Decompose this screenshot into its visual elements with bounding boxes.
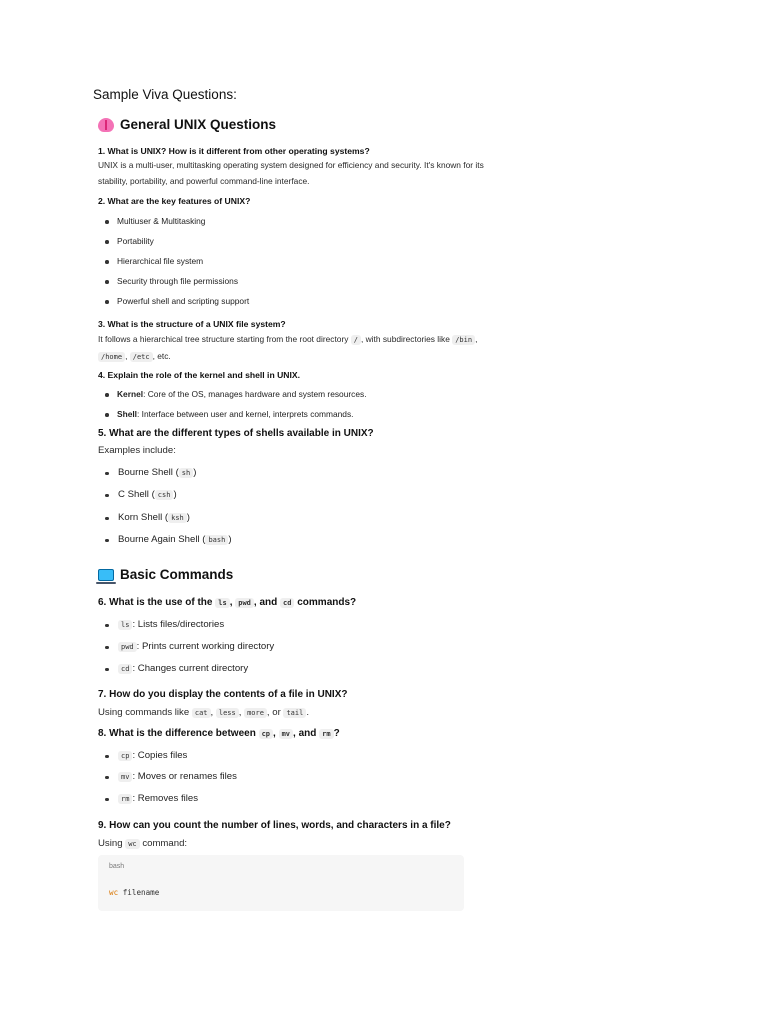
question-7: 7. How do you display the contents of a file in UNIX? xyxy=(98,689,348,700)
list-item: pwd : Prints current working directory xyxy=(98,641,274,652)
code-line: wc filename xyxy=(109,888,160,897)
list-item: rm : Removes files xyxy=(98,793,198,804)
question-3: 3. What is the structure of a UNIX file system? xyxy=(98,319,286,329)
list-item: Security through file permissions xyxy=(98,276,238,286)
brain-icon xyxy=(98,118,114,132)
section-heading-general: General UNIX Questions xyxy=(98,117,538,132)
list-item: C Shell ( csh ) xyxy=(98,489,177,500)
list-item: Multiuser & Multitasking xyxy=(98,216,205,226)
answer-9: Using wc command: xyxy=(98,838,188,849)
list-item: Korn Shell ( ksh ) xyxy=(98,512,190,523)
answer-7: Using commands like cat , less , more , or tail . xyxy=(98,707,309,718)
question-4: 4. Explain the role of the kernel and shell in UNIX. xyxy=(98,370,300,380)
list-item: cd : Changes current directory xyxy=(98,663,248,674)
list-item: ls : Lists files/directories xyxy=(98,619,224,630)
answer-3: It follows a hierarchical tree structure starting from the root directory / , with subdirectories like /bin , /home , /etc , etc. xyxy=(98,334,478,361)
answer-5: Examples include: xyxy=(98,445,176,456)
list-item: Portability xyxy=(98,236,154,246)
list-item: mv : Moves or renames files xyxy=(98,771,237,782)
section-heading-commands: Basic Commands xyxy=(98,567,538,582)
question-6: 6. What is the use of the ls , pwd , and cd commands? xyxy=(98,597,357,608)
list-item: cp : Copies files xyxy=(98,750,187,761)
page-title: Sample Viva Questions: xyxy=(93,87,237,102)
list-item: Hierarchical file system xyxy=(98,256,203,266)
list-item-kernel: Kernel: Core of the OS, manages hardware and system resources. xyxy=(98,389,367,399)
list-item: Bourne Again Shell ( bash ) xyxy=(98,534,232,545)
question-2: 2. What are the key features of UNIX? xyxy=(98,196,251,206)
code-block[interactable] xyxy=(98,855,464,911)
list-item: Powerful shell and scripting support xyxy=(98,296,249,306)
laptop-icon xyxy=(98,569,114,581)
question-5: 5. What are the different types of shells available in UNIX? xyxy=(98,428,374,439)
question-9: 9. How can you count the number of lines, words, and characters in a file? xyxy=(98,820,451,831)
list-item: Bourne Shell ( sh ) xyxy=(98,467,196,478)
code-language-label: bash xyxy=(109,863,125,870)
question-8: 8. What is the difference between cp , mv , and rm ? xyxy=(98,728,340,739)
list-item-shell: Shell: Interface between user and kernel, interprets commands. xyxy=(98,409,353,419)
question-1: 1. What is UNIX? How is it different from other operating systems? xyxy=(98,146,370,156)
answer-1: UNIX is a multi-user, multitasking operating system designed for efficiency and security. It's known for its stability, portability, and powerful command-line interface. xyxy=(98,160,484,186)
